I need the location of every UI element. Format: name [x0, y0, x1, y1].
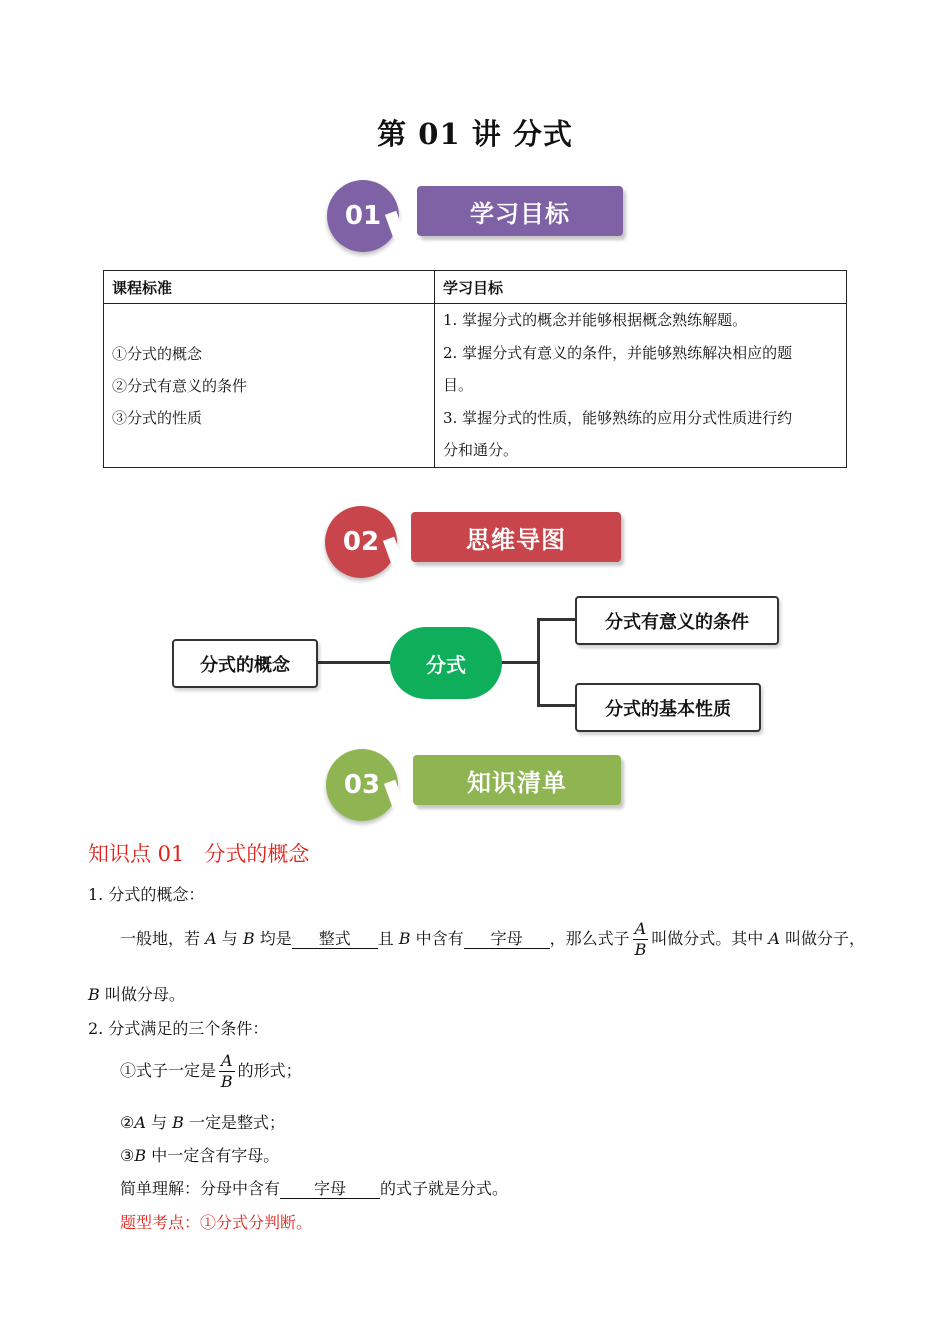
heading-conditions: 2. 分式满足的三个条件：	[88, 1019, 269, 1038]
exam-point-tip: 题型考点：①分式分判断。	[120, 1213, 313, 1232]
section-number-badge: 03	[326, 749, 398, 821]
standard-item: ①分式的概念	[112, 344, 203, 363]
goals-cell	[435, 304, 847, 468]
section-number-badge: 01	[327, 180, 399, 252]
fraction-a-over-b: $\frac{A}{B}$	[220, 1051, 233, 1091]
goal-line: 3. 掌握分式的性质，能够熟练的应用分式性质进行约	[443, 408, 793, 427]
mindmap-node-property: 分式的基本性质	[575, 683, 761, 732]
page-title: 第 01 讲 分式	[377, 117, 573, 151]
condition-2: ②A 与 B 一定是整式；	[120, 1113, 285, 1132]
goals-table	[103, 270, 847, 468]
knowledge-point-name: 分式的概念	[204, 842, 310, 866]
simple-understanding: 简单理解：分母中含有 字母 的式子就是分式。	[120, 1179, 509, 1198]
connector-line	[316, 661, 392, 664]
knowledge-point-title	[88, 838, 309, 868]
fill-blank: 整式	[292, 930, 378, 949]
standard-item: ②分式有意义的条件	[112, 376, 248, 395]
heading-concept: 1. 分式的概念：	[88, 885, 205, 904]
definition-paragraph: 一般地，若 A 与 B 均是 整式 且 B 中含有 字母 ，那么式子 $\frac{A}{B}$ 叫做分式。其中 A 叫做分子，	[120, 919, 865, 959]
knowledge-point-number: 知识点 01	[88, 842, 185, 866]
connector-line	[537, 704, 577, 707]
mindmap-center-node: 分式	[390, 627, 502, 699]
section-title-bar: 知识清单	[413, 755, 621, 805]
condition-1: ①式子一定是 $\frac{A}{B}$ 的形式；	[120, 1051, 302, 1091]
definition-paragraph-cont: B 叫做分母。	[88, 985, 185, 1004]
table-header-standards: 课程标准	[104, 271, 435, 304]
section-title-bar: 学习目标	[417, 186, 623, 236]
connector-line	[537, 618, 577, 621]
condition-3: ③B 中一定含有字母。	[120, 1146, 280, 1165]
goal-line: 目。	[443, 376, 474, 394]
goal-line: 2. 掌握分式有意义的条件，并能够熟练解决相应的题	[443, 343, 793, 362]
connector-line	[500, 661, 538, 664]
section-number-badge: 02	[325, 506, 397, 578]
fill-blank: 字母	[464, 930, 550, 949]
section-title-bar: 思维导图	[411, 512, 621, 562]
goal-line: 1. 掌握分式的概念并能够根据概念熟练解题。	[443, 311, 748, 329]
standards-cell	[104, 304, 435, 468]
mindmap-node-condition: 分式有意义的条件	[575, 596, 779, 645]
mindmap-node-concept: 分式的概念	[172, 639, 318, 688]
standard-item: ③分式的性质	[112, 408, 203, 427]
fill-blank: 字母	[280, 1180, 380, 1199]
fraction-a-over-b: $\frac{A}{B}$	[634, 919, 647, 959]
table-header-goals: 学习目标	[435, 271, 847, 304]
goal-line: 分和通分。	[443, 441, 519, 459]
connector-line	[537, 618, 540, 706]
